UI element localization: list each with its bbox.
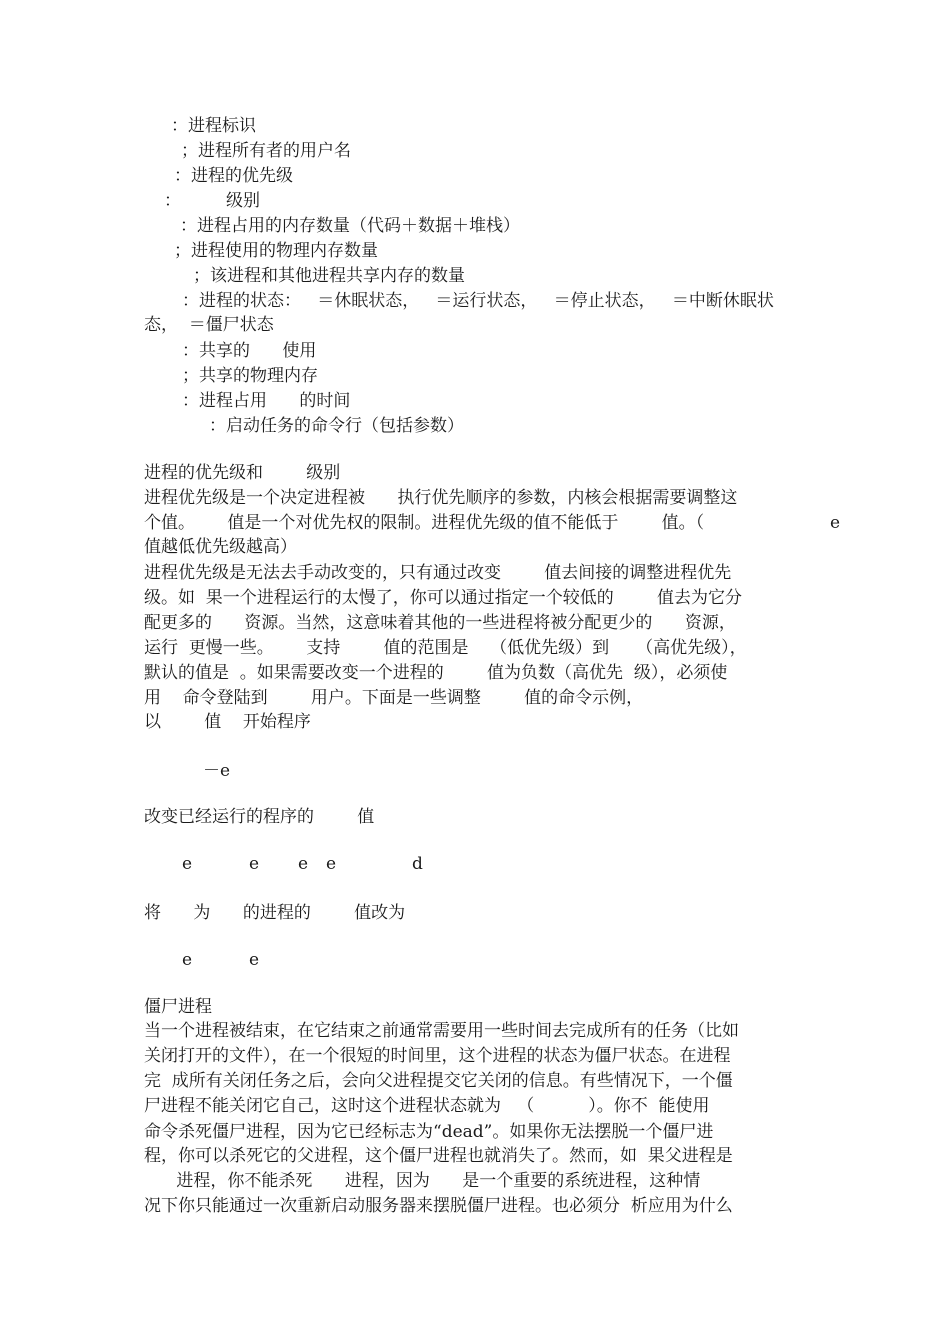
command-example-2-token: d: [412, 854, 423, 874]
command-example-2-token: e: [249, 854, 260, 874]
command-example-1: －e: [203, 761, 231, 781]
field-res: ；进程使用的物理内存数量: [174, 241, 378, 261]
zombie-line-6: 程，你可以杀死它的父进程，这个僵尸进程也就消失了。然而，如 果父进程是: [144, 1146, 733, 1166]
command-example-2-token: e: [326, 854, 337, 874]
command-example-3-token: e: [182, 950, 193, 970]
priority-line-1: 进程优先级是一个决定进程被 执行优先顺序的参数，内核会根据需要调整这: [144, 488, 738, 508]
field-shr: ；该进程和其他进程共享内存的数量: [193, 266, 465, 286]
field-command: ：启动任务的命令行（包括参数）: [209, 416, 464, 436]
priority-line-2-e: e: [830, 513, 841, 533]
command-example-2-token: e: [182, 854, 193, 874]
priority-line-9: 用 命令登陆到 用户。下面是一些调整 值的命令示例，: [144, 688, 644, 708]
field-time: ：进程占用 的时间: [182, 391, 351, 411]
zombie-line-3: 完 成所有关闭任务之后，会向父进程提交它关闭的信息。有些情况下，一个僵: [144, 1071, 733, 1091]
change-running-label: 改变已经运行的程序的 值: [144, 807, 375, 827]
priority-line-7: 运行 更慢一些。 支持 值的范围是 （低优先级）到 （高优先级），: [144, 638, 747, 658]
priority-heading: 进程的优先级和 级别: [144, 463, 341, 483]
priority-line-8: 默认的值是 。如果需要改变一个进程的 值为负数（高优先 级），必须使: [144, 663, 728, 683]
zombie-line-4: 尸进程不能关闭它自己，这时这个进程状态就为 （ ）。你不 能使用: [144, 1096, 710, 1116]
field-ni-level: 级别: [226, 191, 260, 211]
field-state: ：进程的状态： ＝休眠状态， ＝运行状态， ＝停止状态， ＝中断休眠状: [182, 291, 774, 311]
field-virt: ：进程占用的内存数量（代码＋数据＋堆栈）: [180, 216, 520, 236]
command-example-3-token: e: [249, 950, 260, 970]
zombie-line-5: 命令杀死僵尸进程，因为它已经标志为“dead”。如果你无法摆脱一个僵尸进: [144, 1122, 714, 1142]
zombie-heading: 僵尸进程: [144, 997, 212, 1017]
priority-line-10: 以 值 开始程序: [144, 712, 311, 732]
zombie-line-1: 当一个进程被结束，在它结束之前通常需要用一些时间去完成所有的任务（比如: [144, 1021, 739, 1041]
field-user: ；进程所有者的用户名: [181, 141, 351, 161]
priority-line-6: 配更多的 资源。当然，这意味着其他的一些进程将被分配更少的 资源，: [144, 613, 736, 633]
field-cpu: ：共享的 使用: [182, 341, 317, 361]
field-priority: ：进程的优先级: [174, 166, 293, 186]
priority-line-3: 值越低优先级越高）: [144, 537, 297, 557]
field-state-cont: 态， ＝僵尸状态: [144, 315, 274, 335]
zombie-line-7: 进程，你不能杀死 进程，因为 是一个重要的系统进程，这种情: [144, 1171, 701, 1191]
zombie-line-8: 况下你只能通过一次重新启动服务器来摆脱僵尸进程。也必须分 析应用为什么: [144, 1196, 733, 1216]
zombie-line-2: 关闭打开的文件），在一个很短的时间里，这个进程的状态为僵尸状态。在进程: [144, 1046, 731, 1066]
field-ni-colon: ：: [164, 191, 181, 211]
priority-line-2: 个值。 值是一个对优先权的限制。进程优先级的值不能低于 值。（: [144, 513, 705, 533]
priority-line-4: 进程优先级是无法去手动改变的，只有通过改变 值去间接的调整进程优先: [144, 563, 732, 583]
set-nice-label: 将 为 的进程的 值改为: [144, 903, 406, 923]
field-pid: ：进程标识: [171, 116, 256, 136]
field-mem: ；共享的物理内存: [182, 366, 318, 386]
command-example-2-token: e: [298, 854, 309, 874]
priority-line-5: 级。如 果一个进程运行的太慢了，你可以通过指定一个较低的 值去为它分: [144, 588, 743, 608]
